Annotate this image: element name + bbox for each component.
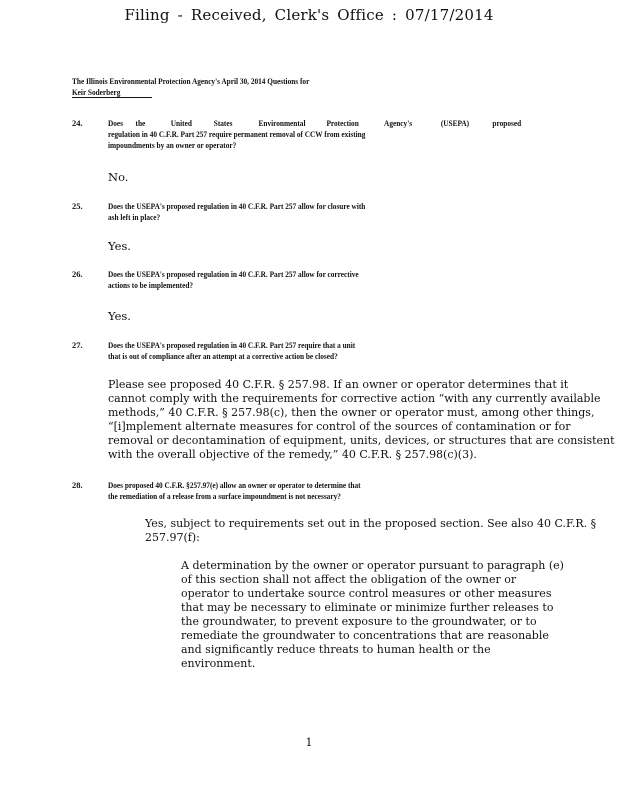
block-quote-line: of this section shall not affect the obligation of the owner or [181, 573, 517, 586]
q24-word: Protection [326, 118, 359, 128]
header-underline [72, 97, 152, 98]
filing-stamp: Filing - Received, Clerk's Office : 07/17/2014 [124, 6, 494, 24]
block-quote-line: that may be necessary to eliminate or minimize further releases to [181, 601, 554, 614]
question-text-28-line1: Does proposed 40 C.F.R. §257.97(e) allow an owner or operator to determine that [108, 480, 361, 490]
q24-word: (USEPA) [440, 118, 470, 128]
block-quote-line: the groundwater, to prevent exposure to the groundwater, or to [181, 615, 537, 628]
question-text-26-line1: Does the USEPA's proposed regulation in 40 C.F.R. Part 257 allow for corrective [108, 269, 359, 279]
page-number: 1 [305, 736, 313, 749]
q24-word: States [213, 118, 233, 128]
answer-27-line: with the overall objective of the remedy,” 40 C.F.R. § 257.98(c)(3). [108, 448, 477, 461]
question-text-25-line1: Does the USEPA's proposed regulation in 40 C.F.R. Part 257 allow for closure with [108, 201, 366, 211]
block-quote-line: A determination by the owner or operator pursuant to paragraph (e) [181, 559, 564, 572]
answer-27-line: “[i]mplement alternate measures for control of the sources of contamination or for [108, 420, 571, 433]
q24-word: the [135, 118, 146, 128]
answer-27-line: methods,” 40 C.F.R. § 257.98(c), then the owner or operator must, among other things, [108, 406, 595, 419]
answer-25: Yes. [108, 239, 131, 253]
question-number-26: 26. [72, 269, 83, 279]
question-text-26-line2: actions to be implemented? [108, 280, 194, 290]
q24-word: proposed [492, 118, 522, 128]
question-text-27-line1: Does the USEPA's proposed regulation in 40 C.F.R. Part 257 require that a unit [108, 340, 356, 350]
question-text-28-line2: the remediation of a release from a surface impoundment is not necessary? [108, 491, 341, 501]
document-header-title: The Illinois Environmental Protection Agency's April 30, 2014 Questions for [72, 76, 310, 86]
answer-27-line: Please see proposed 40 C.F.R. § 257.98. If an owner or operator determines that it [108, 378, 569, 391]
question-number-24: 24. [72, 118, 83, 128]
block-quote-line: remediate the groundwater to concentrations that are reasonable [181, 629, 549, 642]
question-number-27: 27. [72, 340, 83, 350]
document-header-name: Keir Soderberg [72, 87, 121, 97]
answer-27-line: cannot comply with the requirements for corrective action “with any currently available [108, 392, 601, 405]
q24-word: Environmental [258, 118, 306, 128]
answer-28-line: 257.97(f): [145, 531, 200, 544]
answer-26: Yes. [108, 309, 131, 323]
block-quote-line: environment. [181, 657, 256, 670]
question-number-25: 25. [72, 201, 83, 211]
question-text-27-line2: that is out of compliance after an attempt at a corrective action be closed? [108, 351, 338, 361]
question-text-24-line3: impoundments by an owner or operator? [108, 140, 237, 150]
answer-28-line: Yes, subject to requirements set out in the proposed section. See also 40 C.F.R. § [145, 517, 597, 530]
question-text-25-line2: ash left in place? [108, 212, 161, 222]
question-text-24-line2: regulation in 40 C.F.R. Part 257 require permanent removal of CCW from existing [108, 129, 366, 139]
block-quote-line: operator to undertake source control measures or other measures [181, 587, 552, 600]
q24-word: United [170, 118, 192, 128]
answer-24: No. [108, 170, 129, 184]
q24-word: Does [108, 118, 124, 128]
answer-27-line: removal or decontamination of equipment, units, devices, or structures that are consistent [108, 434, 615, 447]
block-quote-line: and significantly reduce threats to human health or the [181, 643, 491, 656]
question-number-28: 28. [72, 480, 83, 490]
q24-word: Agency's [384, 118, 413, 128]
